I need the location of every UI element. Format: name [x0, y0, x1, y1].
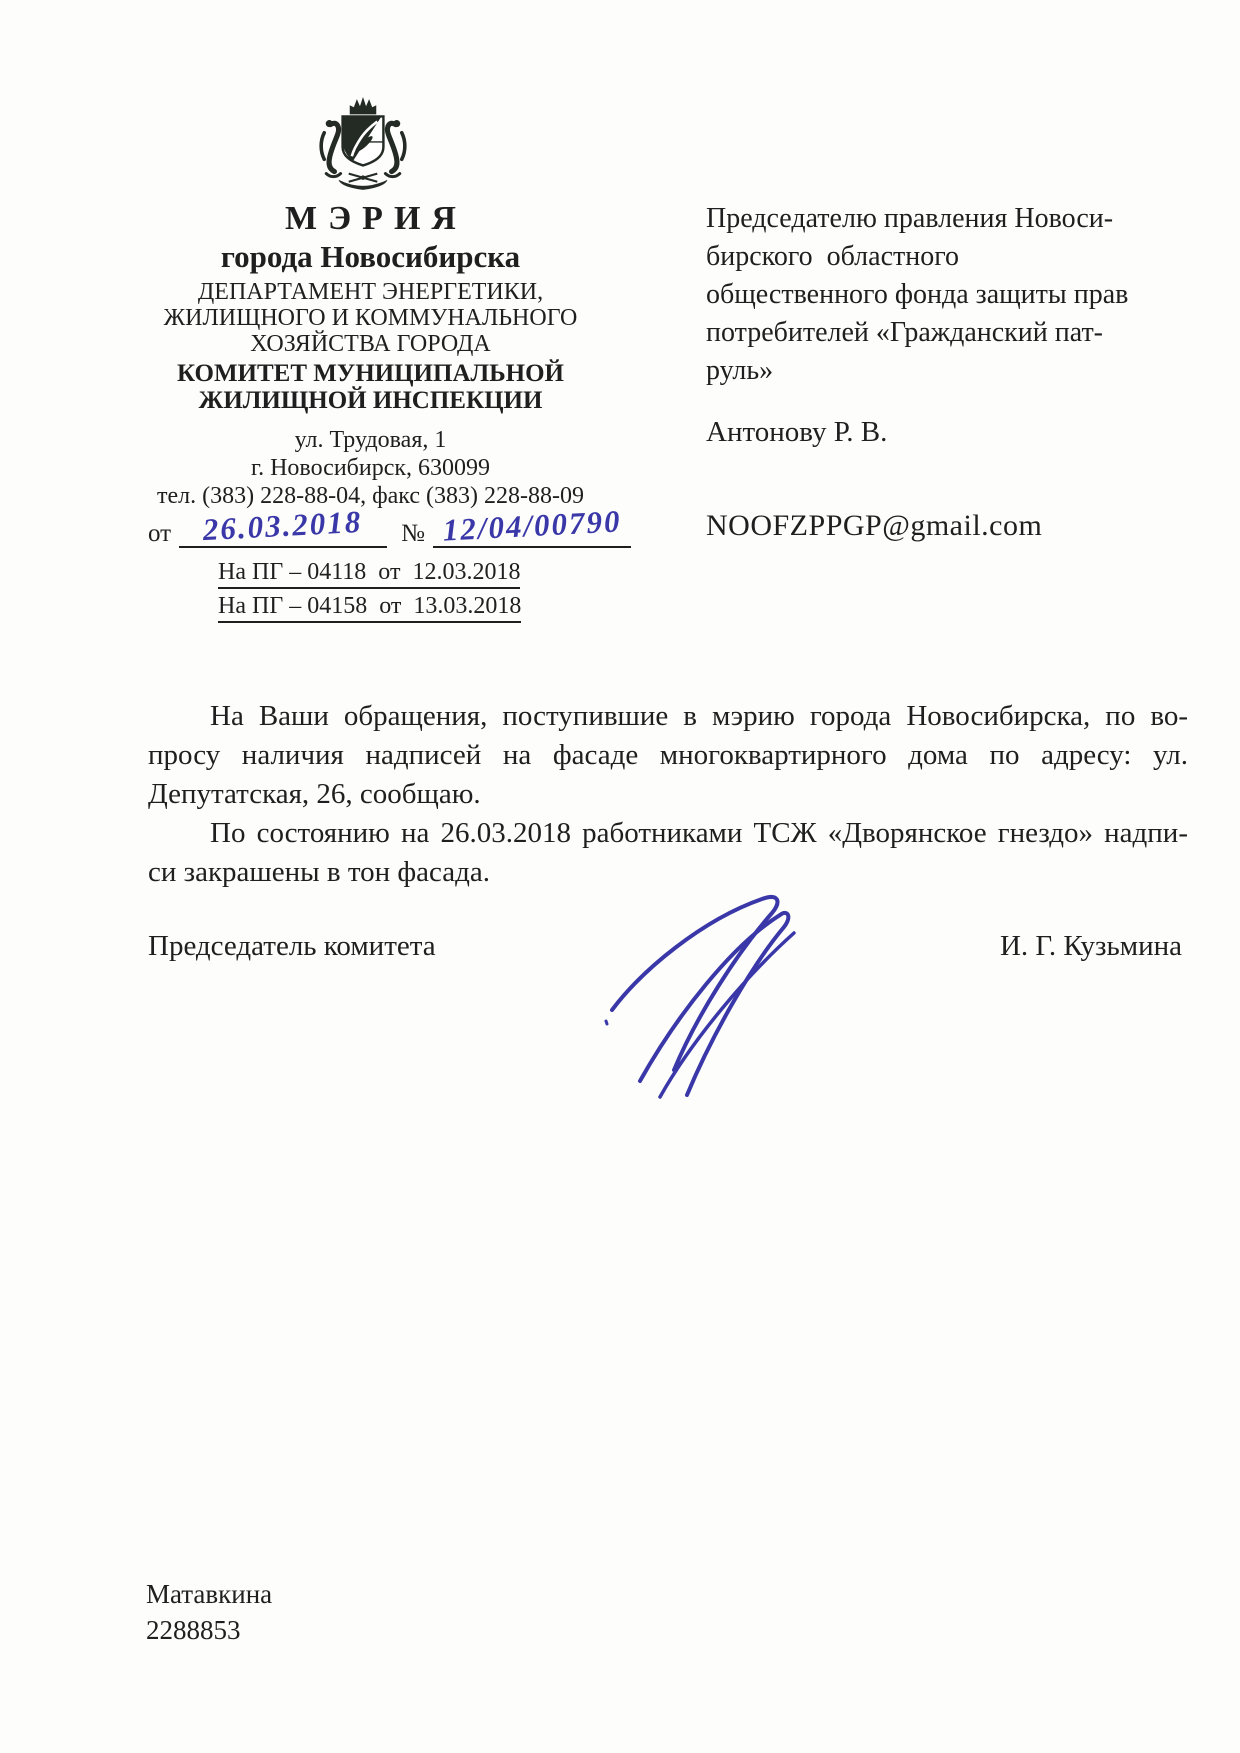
executor-phone: 2288853: [146, 1615, 241, 1645]
department-line: ЖИЛИЩНОГО И КОММУНАЛЬНОГО: [163, 305, 578, 331]
addressee-line: общественного фонда защиты прав: [706, 279, 1129, 310]
addressee-line: бирского областного: [706, 241, 960, 272]
reference-line: На ПГ – 04118 от 12.03.2018: [218, 558, 520, 589]
body-line: просу наличия надписей на фасаде многоквартирного дома по адресу: ул.: [148, 739, 1188, 771]
incoming-references: [218, 556, 521, 624]
street-address: ул. Трудовая, 1: [294, 427, 447, 453]
department-line: ХОЗЯЙСТВА ГОРОДА: [250, 331, 491, 357]
body-line: Депутатская, 26, сообщаю.: [148, 778, 481, 810]
registration-line: [148, 503, 648, 548]
handwritten-signature-icon: [582, 885, 817, 1100]
addressee-block: [706, 200, 1188, 390]
reg-number-field: [433, 503, 631, 548]
executor-name: Матавкина: [146, 1579, 273, 1609]
addressee-email: NOOFZPPGP@gmail.com: [706, 509, 1043, 542]
org-title: МЭРИЯ: [285, 200, 467, 237]
body-line: По состоянию на 26.03.2018 работниками ТСЖ «Дворянское гнездо» надпи-: [210, 817, 1188, 849]
body-line: си закрашены в тон фасада.: [148, 856, 491, 888]
city-postcode: г. Новосибирск, 630099: [250, 455, 491, 481]
signer-name: И. Г. Кузьмина: [999, 930, 1182, 962]
letterhead: [118, 202, 623, 510]
handwritten-date: 26.03.2018: [202, 503, 364, 548]
addressee-line: руль»: [706, 355, 774, 386]
department-line: ДЕПАРТАМЕНТ ЭНЕРГЕТИКИ,: [197, 279, 544, 305]
addressee-name: Антонову Р. В.: [706, 416, 888, 448]
committee-line: КОМИТЕТ МУНИЦИПАЛЬНОЙ: [177, 360, 564, 387]
number-sign: №: [401, 520, 425, 547]
handwritten-number: 12/04/00790: [441, 503, 622, 548]
committee-line: ЖИЛИЩНОЙ ИНСПЕКЦИИ: [198, 387, 543, 414]
signer-position-title: Председатель комитета: [148, 930, 436, 962]
phone-fax: тел. (383) 228-88-04, факс (383) 228-88-09: [157, 483, 584, 509]
reg-date-field: [179, 503, 387, 548]
executor-footer: [146, 1576, 272, 1648]
org-subtitle: города Новосибирска: [220, 239, 521, 274]
addressee-line: Председателю правления Новоси-: [706, 203, 1114, 234]
body-line: На Ваши обращения, поступившие в мэрию города Новосибирска, по во-: [210, 700, 1188, 732]
addressee-line: потребителей «Гражданский пат-: [706, 317, 1104, 348]
letter-body: [148, 697, 1188, 892]
reference-line: На ПГ – 04158 от 13.03.2018: [218, 592, 521, 623]
novosibirsk-coat-of-arms-icon: [316, 94, 410, 194]
from-label: от: [148, 520, 172, 547]
